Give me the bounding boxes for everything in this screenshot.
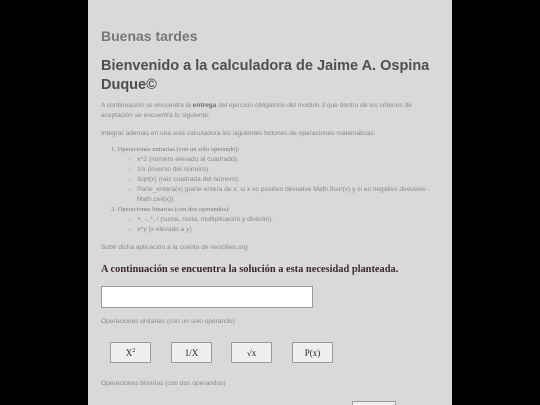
operations-sublist: [111, 155, 439, 205]
intro-text-1: A continuación se encuentra la: [101, 102, 193, 109]
operations-group-label: 1. Operaciones unitarias (con un solo operando):: [111, 146, 240, 153]
operations-list: [111, 145, 439, 235]
operation-item: ○ +, -, *, / (suma, resta, multiplicación y división).: [128, 215, 439, 225]
inverse-button[interactable]: 1/X: [171, 342, 212, 363]
integer-part-button[interactable]: P(x): [292, 342, 333, 363]
page-title: Bienvenido a la calculadora de Jaime A. Ospina Duque©: [101, 58, 430, 93]
intro-bold: entrega: [192, 102, 217, 109]
sqrt-button[interactable]: √x: [231, 342, 272, 363]
subir-paragraph: Subir dicha aplicación a la cuenta de neocities.org: [101, 244, 248, 251]
number-input[interactable]: [101, 286, 313, 308]
binary-operations-label: Operaciones binarias (con dos operandos): [101, 380, 226, 387]
intro-italic: obligatorio del modulo 3: [254, 102, 325, 109]
binary-operation-button[interactable]: [352, 401, 396, 405]
page-panel: [88, 0, 452, 405]
square-button-exponent: 2: [132, 347, 136, 354]
operation-item: ○ Parte_entera(x) (parte entera de x: si x es positivo devuelve Math.floor(x) y si es negativo devuelve - Math.ceil(x)).: [128, 185, 439, 205]
operation-item: ○ Sqrt(x) (raiz cuadrada del número).: [128, 175, 439, 185]
square-button[interactable]: [110, 342, 151, 363]
solution-heading: A continuación se encuentra la solución a esta necesidad planteada.: [101, 264, 399, 275]
operations-group-binary: [111, 205, 439, 235]
intro-text-2: del ejercicio: [216, 102, 255, 109]
operation-item: ○ 1/x (inverso del número).: [128, 165, 439, 175]
operation-item: ○ x^2 (número elevado al cuadrado).: [128, 155, 439, 165]
operation-item: ○ x^y (x elevado a y): [128, 225, 439, 235]
operations-sublist: [111, 215, 439, 235]
integrar-paragraph: Integrar además en una sola calculadora los siguientes botones de operaciones matemáticas:: [101, 130, 376, 137]
unary-operations-label: Operaciones unitarias (con un solo operando): [101, 318, 235, 325]
operations-group-unary: [111, 145, 439, 205]
intro-text-3: que dentro de los criterios de aceptación se encuentra lo siguiente:: [101, 102, 412, 119]
greeting-heading: Buenas tardes: [101, 28, 198, 44]
intro-paragraph: [101, 101, 431, 121]
square-button-base: X: [125, 347, 133, 358]
operations-group-label: 2. Operaciones binarias (con dos operandos):: [111, 206, 231, 213]
